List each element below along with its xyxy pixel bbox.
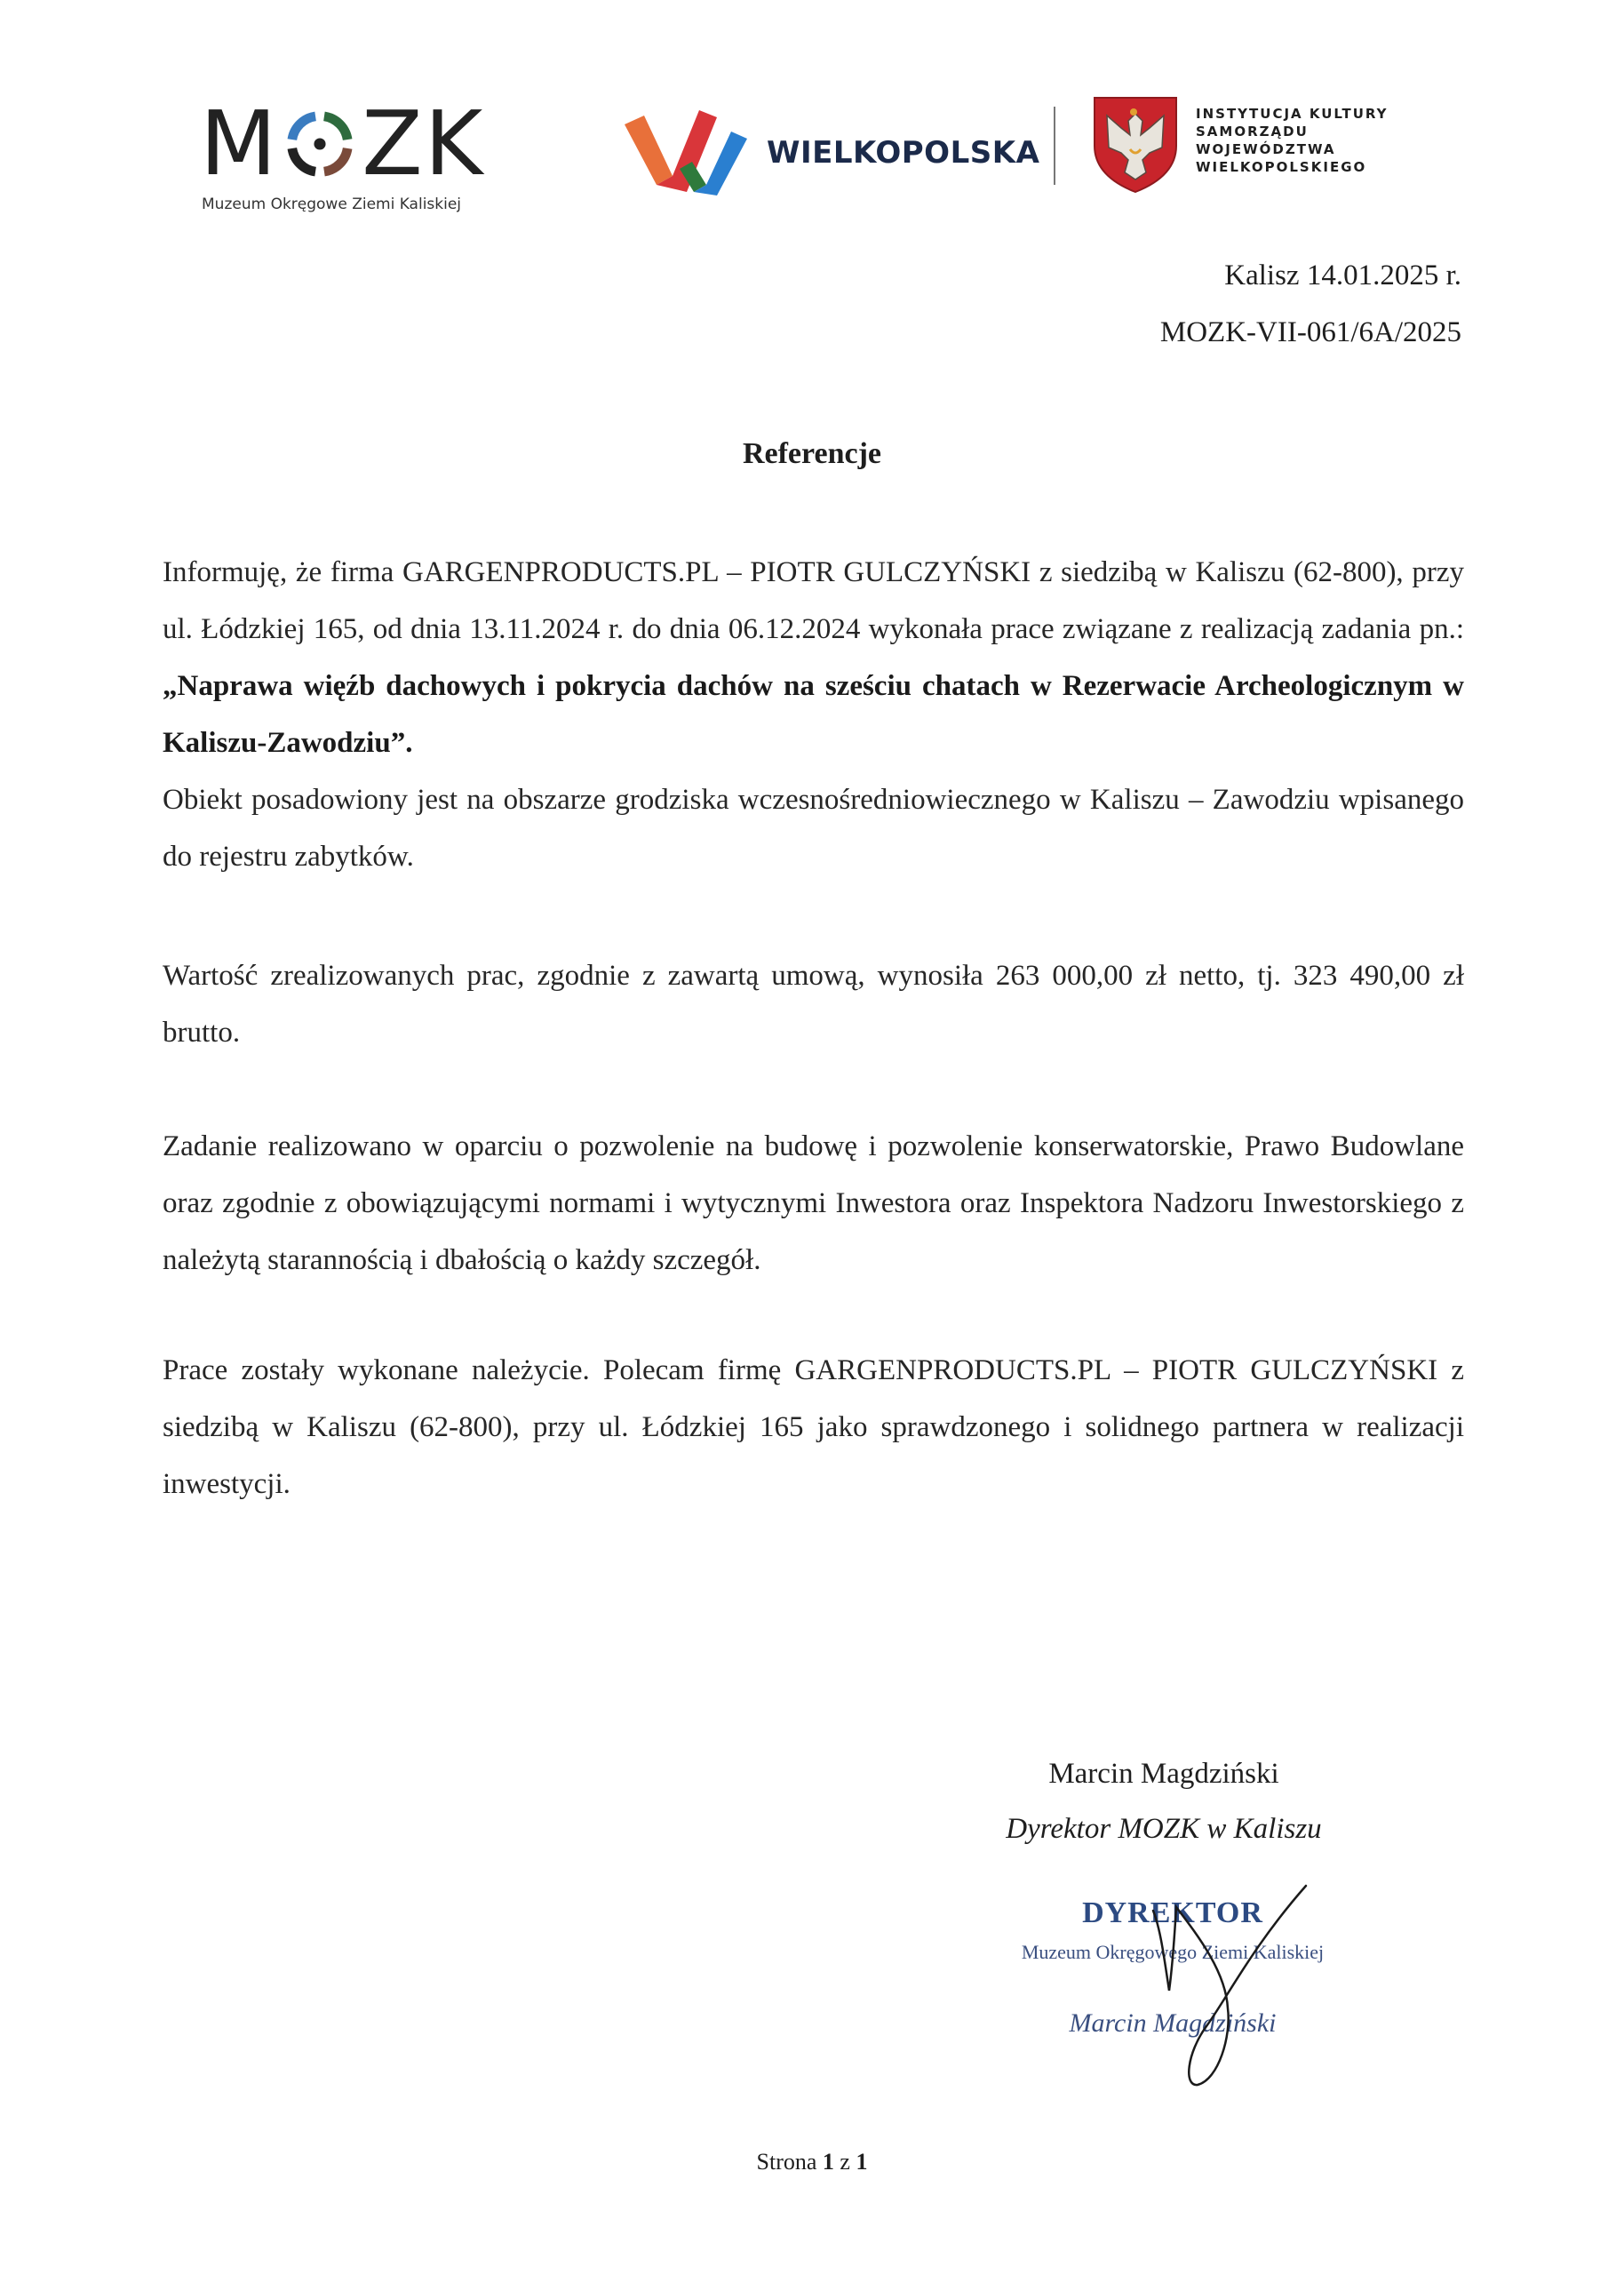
- page-number: [0, 2149, 1624, 2175]
- paragraph-location: Obiekt posadowiony jest na obszarze grodziska wczesnośredniowiecznego w Kaliszu – Zawodziu wpisanego do rejestru zabytków.: [163, 784, 1464, 873]
- document-title: Referencje: [742, 437, 882, 470]
- institution-line: SAMORZĄDU: [1196, 124, 1309, 140]
- task-name: „Naprawa więźb dachowych i pokrycia dachów na sześciu chatach w Rezerwacie Archeologicznym w Kaliszu-Zawodziu”.: [163, 670, 1464, 759]
- paragraph-basis-text: Zadanie realizowano w oparciu o pozwolenie na budowę i pozwolenie konserwatorskie, Prawo Budowlane oraz zgodnie z obowiązującymi normami i wytycznymi Inwestora oraz Inspektora Nadzoru Inwestorskiego z należytą starannością i dbałością o każdy szczegół.: [163, 1130, 1464, 1276]
- document-reference-number: MOZK-VII-061/6A/2025: [1159, 316, 1461, 348]
- current-page: 1: [822, 2149, 834, 2175]
- institution-text: [1196, 105, 1388, 176]
- wielkopolska-w-icon: [617, 100, 751, 197]
- wielkopolska-text: WIELKOPOLSKA: [767, 135, 1040, 171]
- paragraph-recommendation: [163, 1342, 1464, 1513]
- institution-logo: [1091, 94, 1429, 196]
- paragraph-intro: [163, 544, 1464, 885]
- paragraph-intro-text: [163, 544, 1464, 771]
- stamp-title: DYREKTOR: [1082, 1896, 1263, 1929]
- mozk-letters-zk: ZK: [362, 92, 485, 196]
- signer-name: Marcin Magdziński: [1048, 1758, 1279, 1790]
- stamp-name: Marcin Magdziński: [1069, 2008, 1277, 2038]
- institution-line: INSTYTUCJA KULTURY: [1196, 106, 1389, 122]
- stamp-organization: Muzeum Okręgowego Ziemi Kaliskiej: [1021, 1941, 1325, 1963]
- director-stamp: [986, 1875, 1377, 2088]
- institution-line: WOJEWÓDZTWA: [1196, 141, 1336, 157]
- wielkopolska-logo: [617, 100, 1040, 197]
- paragraph-recommendation-text: Prace zostały wykonane należycie. Polecam firmę GARGENPRODUCTS.PL – PIOTR GULCZYŃSKI z siedzibą w Kaliszu (62-800), przy ul. Łódzkiej 165 jako sprawdzonego i solidnego partnera w realizacji inwestycji.: [163, 1354, 1464, 1500]
- mozk-letter-m: M: [200, 92, 279, 196]
- paragraph-value: [163, 947, 1464, 1061]
- mozk-wordmark: [200, 92, 485, 196]
- paragraph-value-text: Wartość zrealizowanych prac, zgodnie z zawartą umową, wynosiła 263 000,00 zł netto, tj. 323 490,00 zł brutto.: [163, 960, 1464, 1049]
- handwritten-signature-icon: [986, 1875, 1377, 2088]
- mozk-logo: [200, 92, 502, 215]
- page-label: Strona: [756, 2149, 823, 2175]
- signer-role: Dyrektor MOZK w Kaliszu: [1006, 1813, 1322, 1845]
- intro-text: Informuję, że firma GARGENPRODUCTS.PL – PIOTR GULCZYŃSKI z siedzibą w Kaliszu (62-800), przy ul. Łódzkiej 165, od dnia 13.11.2024 r. do dnia 06.12.2024 wykonała prace związane z realizacją zadania pn.:: [163, 556, 1464, 645]
- institution-line: WIELKOPOLSKIEGO: [1196, 159, 1367, 175]
- paragraph-basis: [163, 1118, 1464, 1289]
- total-pages: 1: [856, 2149, 868, 2175]
- document-date: Kalisz 14.01.2025 r.: [1224, 259, 1461, 291]
- coat-of-arms-eagle-icon: [1091, 94, 1180, 194]
- mozk-subtitle: Muzeum Okręgowe Ziemi Kaliskiej: [202, 196, 462, 213]
- mozk-ring-icon: [283, 108, 356, 180]
- logo-divider: [1054, 107, 1055, 185]
- page-separator: z: [833, 2149, 856, 2175]
